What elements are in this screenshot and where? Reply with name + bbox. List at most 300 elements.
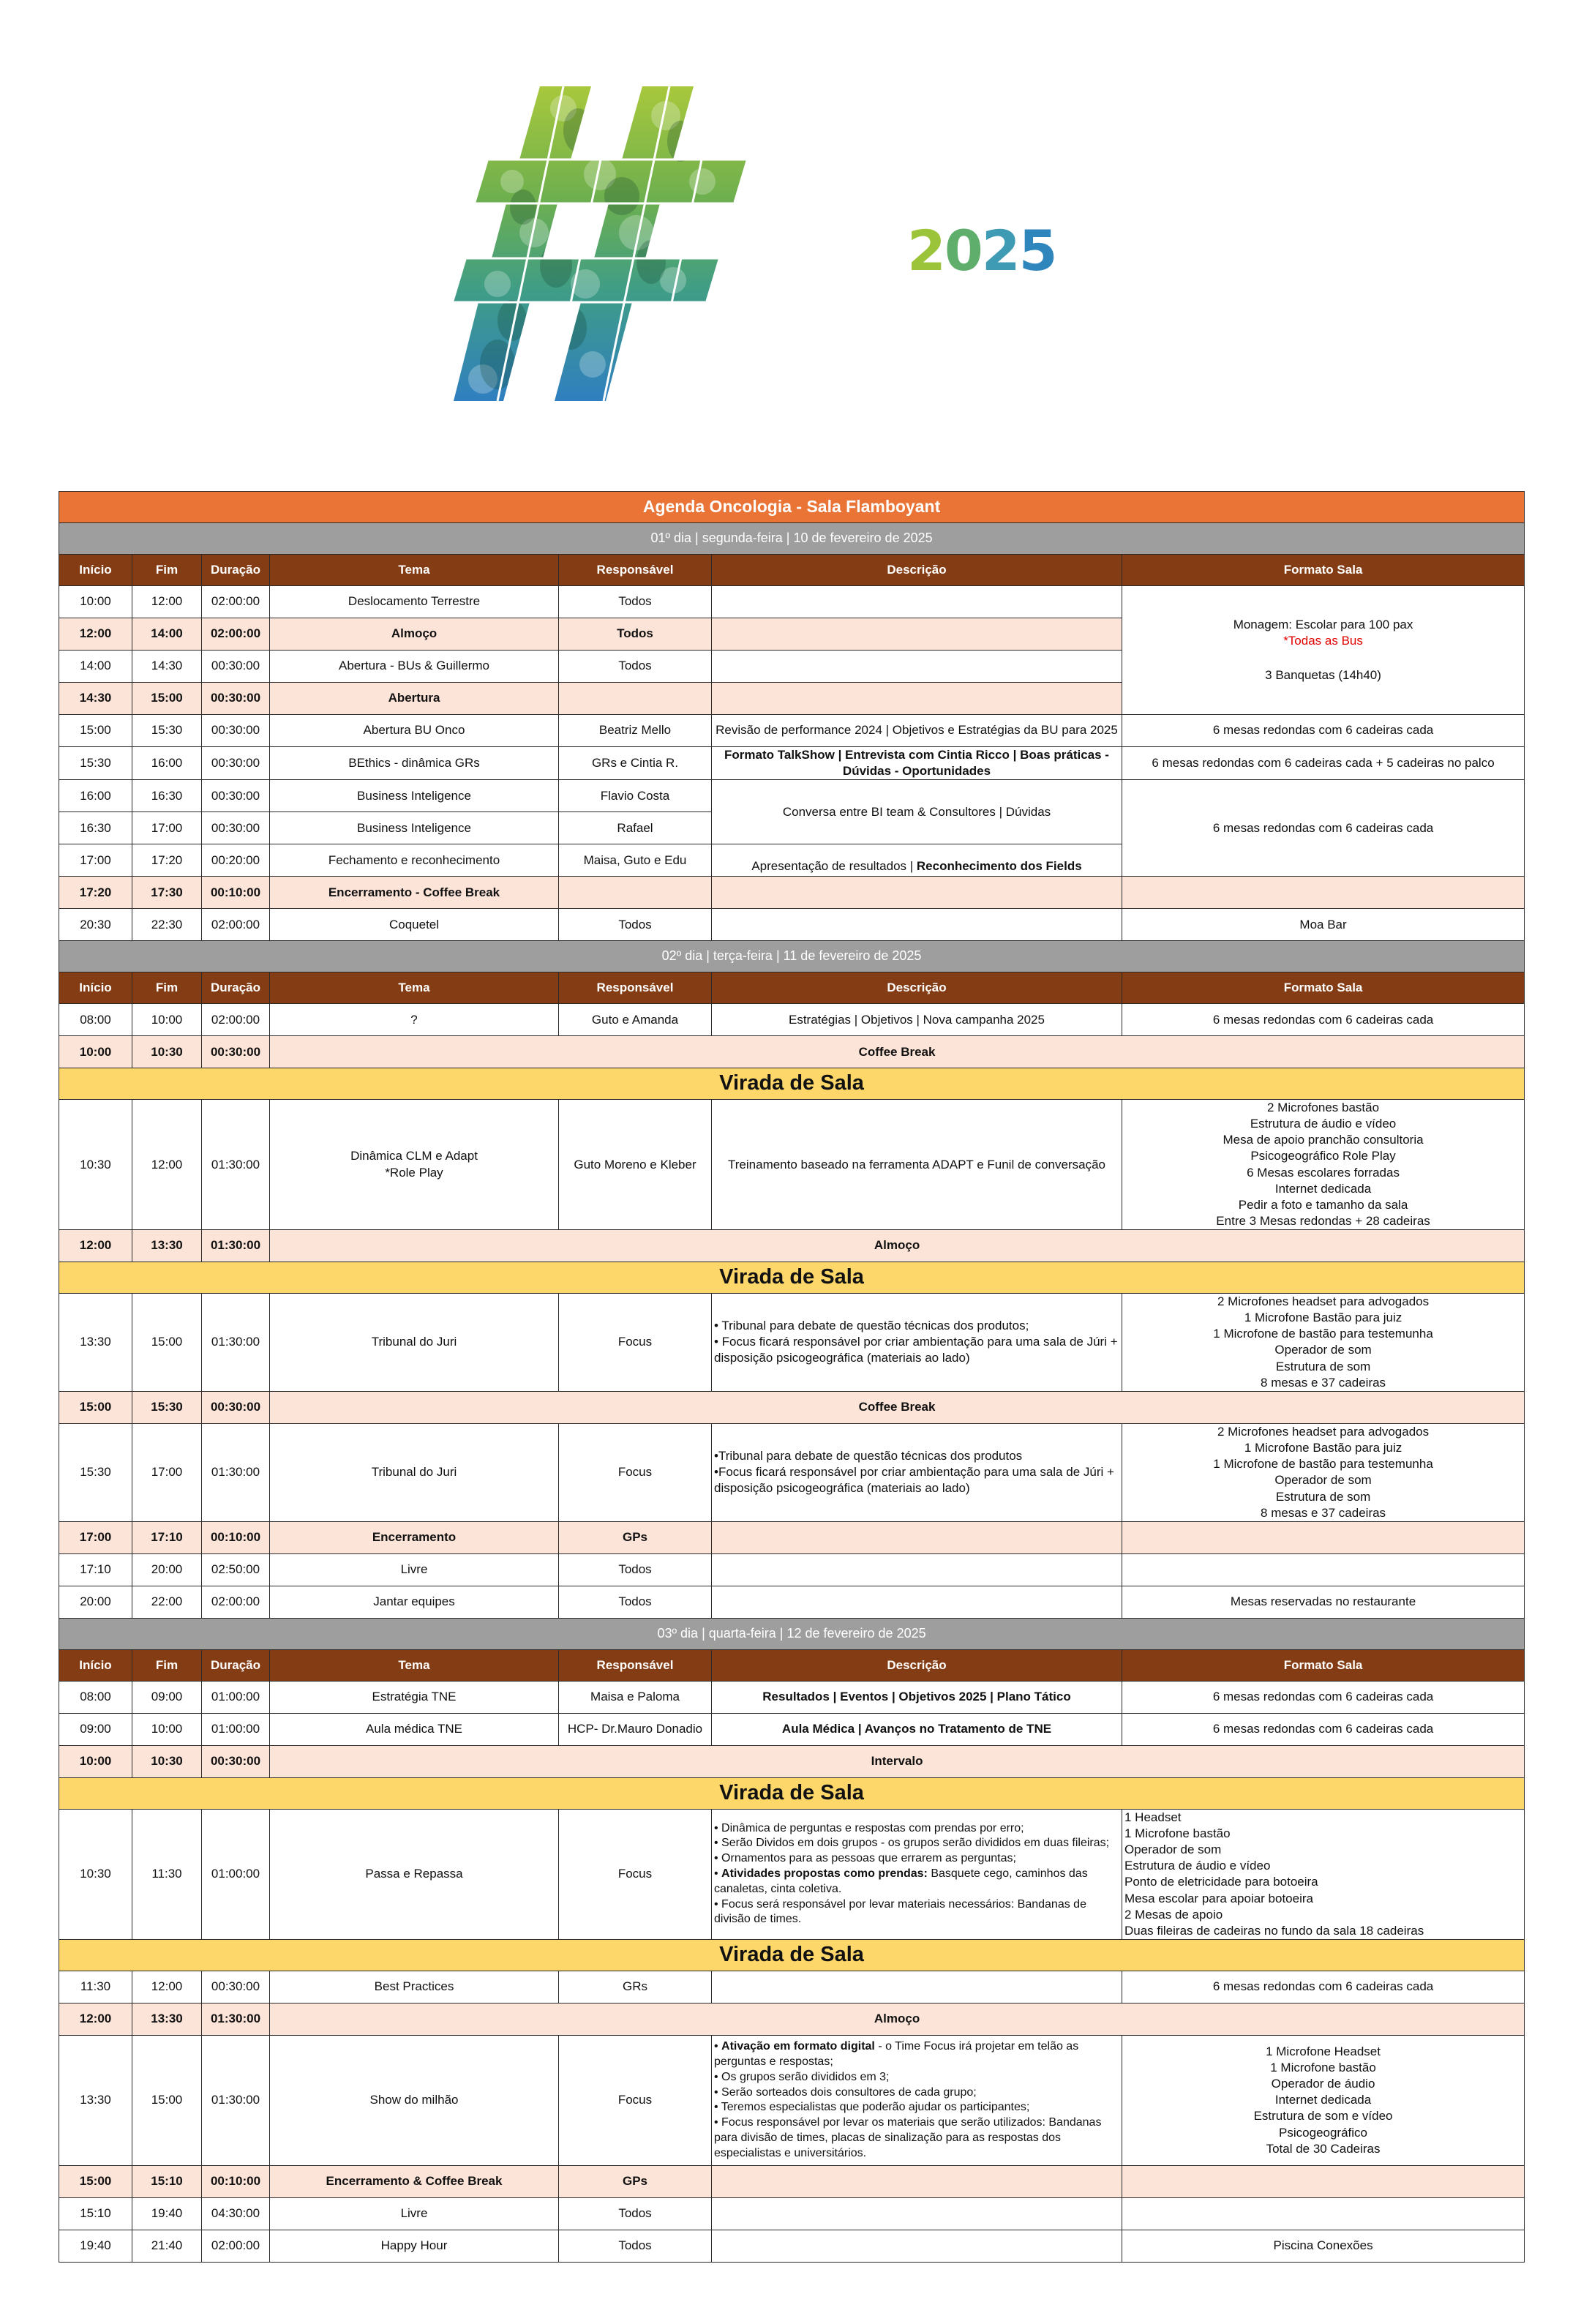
cell-inicio: 09:00 [59, 1713, 132, 1745]
cell-fim: 10:30 [132, 1745, 202, 1777]
formato-line: 1 Microfone bastão [1124, 1826, 1231, 1841]
col-header: Tema [270, 972, 559, 1004]
cell-formato: 6 mesas redondas com 6 cadeiras cada [1122, 1004, 1525, 1036]
col-header: Descrição [712, 1649, 1122, 1681]
cell-responsavel: Maisa, Guto e Edu [559, 844, 712, 877]
table-row [59, 1553, 1525, 1586]
cell-duracao: 01:00:00 [202, 1713, 270, 1745]
cell-responsavel [559, 877, 712, 909]
cell-duracao: 00:30:00 [202, 1745, 270, 1777]
cell-duracao: 00:30:00 [202, 780, 270, 812]
table-row [59, 1521, 1525, 1553]
cell-formato: 6 mesas redondas com 6 cadeiras cada [1122, 1971, 1525, 2003]
formato-line: Duas fileiras de cadeiras no fundo da sala 18 cadeiras [1124, 1923, 1424, 1938]
cell-responsavel: Todos [559, 586, 712, 618]
formato-line: 2 Microfones bastão [1266, 1101, 1380, 1115]
cell-fim: 17:20 [132, 844, 202, 877]
cell-tema: Livre [270, 2197, 559, 2230]
cell-responsavel: Maisa e Paloma [559, 1681, 712, 1713]
formato-line: 1 Headset [1124, 1810, 1182, 1825]
day-label: 01º dia | segunda-feira | 10 de fevereiro de 2025 [59, 523, 1525, 555]
cell-responsavel: GPs [559, 2165, 712, 2197]
formato-line: Entre 3 Mesas redondas + 28 cadeiras [1216, 1213, 1430, 1228]
day-banner [59, 523, 1525, 555]
col-header: Duração [202, 555, 270, 586]
cell-responsavel: Todos [559, 651, 712, 683]
cell-responsavel: Guto Moreno e Kleber [559, 1100, 712, 1230]
formato-note: *Todas as Bus [1283, 634, 1363, 648]
col-header: Fim [132, 972, 202, 1004]
cell-descricao [712, 1423, 1122, 1521]
cell-fim: 15:10 [132, 2165, 202, 2197]
cell-inicio: 08:00 [59, 1004, 132, 1036]
formato-line: 8 mesas e 37 cadeiras [1261, 1505, 1386, 1520]
cell-duracao: 02:00:00 [202, 1586, 270, 1618]
cell-inicio: 15:10 [59, 2197, 132, 2230]
desc-line: • Teremos especialistas que poderão ajudar os participantes; [714, 2101, 1030, 2114]
table-row [59, 1004, 1525, 1036]
cell-inicio: 13:30 [59, 2035, 132, 2165]
cell-duracao: 04:30:00 [202, 2197, 270, 2230]
year-digit: 0 [944, 218, 982, 283]
cell-break: Almoço [270, 2003, 1525, 2035]
cell-fim: 16:00 [132, 747, 202, 780]
formato-line: 1 Microfone bastão [1270, 2061, 1376, 2075]
cell-responsavel: Focus [559, 1423, 712, 1521]
cell-tema: Happy Hour [270, 2230, 559, 2262]
cell-tema: Jantar equipes [270, 1586, 559, 1618]
table-row [59, 877, 1525, 909]
desc-line [714, 1867, 1119, 1897]
cell-inicio: 16:00 [59, 780, 132, 812]
cell-inicio: 15:30 [59, 747, 132, 780]
cell-tema: Estratégia TNE [270, 1681, 559, 1713]
desc-bold: Atividades propostas como prendas: [721, 1867, 928, 1881]
cell-tema: ? [270, 1004, 559, 1036]
table-row [59, 1713, 1525, 1745]
cell-formato [1122, 1809, 1525, 1939]
cell-fim: 16:30 [132, 780, 202, 812]
cell-fim: 09:00 [132, 1681, 202, 1713]
cell-formato: 6 mesas redondas com 6 cadeiras cada [1122, 1713, 1525, 1745]
cell-inicio: 10:00 [59, 1036, 132, 1068]
col-header: Início [59, 1649, 132, 1681]
cell-descricao [712, 1553, 1122, 1586]
formato-line: Operador de áudio [1271, 2077, 1375, 2091]
cell-fim: 13:30 [132, 1229, 202, 1262]
cell-break: Coffee Break [270, 1391, 1525, 1423]
table-row [59, 1293, 1525, 1391]
col-header: Início [59, 555, 132, 586]
cell-inicio: 11:30 [59, 1971, 132, 2003]
cell-fim: 10:00 [132, 1713, 202, 1745]
cell-fim: 22:00 [132, 1586, 202, 1618]
cell-responsavel [559, 683, 712, 715]
formato-line: Total de 30 Cadeiras [1266, 2141, 1381, 2156]
formato-line: Estrutura de áudio e vídeo [1124, 1859, 1271, 1873]
desc-bold: Reconhecimento dos Fields [916, 859, 1082, 874]
cell-fim: 12:00 [132, 586, 202, 618]
cell-fim: 15:00 [132, 2035, 202, 2165]
cell-descricao [712, 1971, 1122, 2003]
cell-descricao [712, 2035, 1122, 2165]
cell-fim: 17:00 [132, 812, 202, 844]
formato-line: 1 Microfone Bastão para juiz [1244, 1441, 1402, 1455]
desc-text: • [714, 2040, 722, 2053]
cell-inicio: 17:20 [59, 877, 132, 909]
cell-descricao [712, 1586, 1122, 1618]
hashtag-puzzle-logo [454, 86, 746, 401]
cell-duracao: 00:30:00 [202, 651, 270, 683]
cell-fim: 20:00 [132, 1553, 202, 1586]
cell-duracao: 02:00:00 [202, 586, 270, 618]
desc-line: • Focus responsável por levar os materiais que serão utilizados: Bandanas para divisão de times, placas de sinalização para as respostas dos especialistas e universitários. [714, 2116, 1102, 2159]
year-digit: 2 [907, 218, 945, 283]
formato-line: Operador de som [1274, 1343, 1372, 1357]
formato-line: 1 Microfone Bastão para juiz [1244, 1311, 1402, 1325]
cell-fim: 13:30 [132, 2003, 202, 2035]
desc-line: •Focus ficará responsável por criar ambientação para uma sala de Júri + disposição psicogeográfica (materiais ao lado) [714, 1465, 1114, 1496]
cell-formato: Mesas reservadas no restaurante [1122, 1586, 1525, 1618]
cell-responsavel: GRs e Cintia R. [559, 747, 712, 780]
formato-line: Internet dedicada [1274, 1181, 1372, 1196]
table-row [59, 1971, 1525, 2003]
cell-formato [1122, 1293, 1525, 1391]
cell-break: Almoço [270, 1229, 1525, 1262]
table-row [59, 2230, 1525, 2262]
formato-line: Monagem: Escolar para 100 pax [1233, 618, 1413, 632]
cell-fim: 14:00 [132, 618, 202, 651]
formato-line: Mesa escolar para apoiar botoeira [1124, 1891, 1313, 1905]
cell-descricao [712, 1809, 1122, 1939]
cell-formato [1122, 1521, 1525, 1553]
cell-formato [1122, 1553, 1525, 1586]
cell-descricao [712, 2230, 1122, 2262]
cell-responsavel: Todos [559, 2230, 712, 2262]
cell-inicio: 17:00 [59, 1521, 132, 1553]
cell-duracao: 02:00:00 [202, 618, 270, 651]
cell-formato: 6 mesas redondas com 6 cadeiras cada [1122, 715, 1525, 747]
cell-inicio: 15:00 [59, 715, 132, 747]
cell-inicio: 10:30 [59, 1100, 132, 1230]
cell-duracao: 00:30:00 [202, 715, 270, 747]
table-row [59, 1100, 1525, 1230]
formato-line: Mesa de apoio pranchão consultoria [1223, 1133, 1424, 1147]
table-row [59, 586, 1525, 618]
virada-label: Virada de Sala [59, 1262, 1525, 1293]
cell-duracao: 00:30:00 [202, 812, 270, 844]
cell-responsavel: Rafael [559, 812, 712, 844]
cell-responsavel: Todos [559, 1553, 712, 1586]
cell-responsavel: Todos [559, 909, 712, 941]
cell-fim: 15:30 [132, 1391, 202, 1423]
tema-line: *Role Play [385, 1165, 443, 1180]
table-row [59, 1229, 1525, 1262]
day-label: 03º dia | quarta-feira | 12 de fevereiro de 2025 [59, 1618, 1525, 1649]
formato-line: Psicogeográfico [1279, 2125, 1368, 2140]
cell-duracao: 01:30:00 [202, 2035, 270, 2165]
col-header: Tema [270, 1649, 559, 1681]
agenda-title: Agenda Oncologia - Sala Flamboyant [59, 492, 1525, 523]
cell-formato [1122, 2165, 1525, 2197]
cell-inicio: 17:10 [59, 1553, 132, 1586]
cell-descricao [712, 618, 1122, 651]
formato-line: 1 Microfone de bastão para testemunha [1213, 1327, 1433, 1341]
desc-line [714, 2039, 1119, 2070]
cell-responsavel: Beatriz Mello [559, 715, 712, 747]
table-row [59, 780, 1525, 812]
cell-inicio: 20:30 [59, 909, 132, 941]
desc-line: • Serão sorteados dois consultores de cada grupo; [714, 2085, 977, 2099]
desc-line: •Tribunal para debate de questão técnicas dos produtos [714, 1449, 1023, 1463]
cell-fim: 17:30 [132, 877, 202, 909]
formato-line: Estrutura de áudio e vídeo [1250, 1117, 1397, 1131]
formato-line: Estrutura de som [1275, 1359, 1371, 1373]
virada-row [59, 1068, 1525, 1100]
cell-break: Coffee Break [270, 1036, 1525, 1068]
cell-formato [1122, 1423, 1525, 1521]
cell-duracao: 01:00:00 [202, 1809, 270, 1939]
cell-responsavel: Flavio Costa [559, 780, 712, 812]
col-header: Início [59, 972, 132, 1004]
cell-fim: 17:10 [132, 1521, 202, 1553]
cell-inicio: 19:40 [59, 2230, 132, 2262]
formato-line: 2 Microfones headset para advogados [1217, 1425, 1430, 1439]
col-header: Formato Sala [1122, 972, 1525, 1004]
cell-formato: Piscina Conexões [1122, 2230, 1525, 2262]
cell-descricao [712, 2165, 1122, 2197]
table-row [59, 1586, 1525, 1618]
virada-label: Virada de Sala [59, 1777, 1525, 1809]
cell-responsavel: Focus [559, 1809, 712, 1939]
virada-row [59, 1939, 1525, 1971]
cell-tema: BEthics - dinâmica GRs [270, 747, 559, 780]
desc-line: • Os grupos serão divididos em 3; [714, 2070, 890, 2083]
cell-responsavel: Todos [559, 618, 712, 651]
table-row [59, 1036, 1525, 1068]
formato-line: 2 Mesas de apoio [1124, 1907, 1223, 1922]
cell-formato-merged [1122, 586, 1525, 715]
cell-descricao: Formato TalkShow | Entrevista com Cintia Ricco | Boas práticas - Dúvidas - Oportunidades [712, 747, 1122, 780]
cell-duracao: 00:30:00 [202, 1971, 270, 2003]
cell-responsavel: Focus [559, 1293, 712, 1391]
desc-line: • Ornamentos para as pessoas que errarem as perguntas; [714, 1852, 1016, 1865]
cell-duracao: 01:30:00 [202, 1229, 270, 1262]
formato-line: 8 mesas e 37 cadeiras [1261, 1375, 1386, 1390]
cell-tema: Coquetel [270, 909, 559, 941]
formato-line: Pedir a foto e tamanho da sala [1238, 1197, 1408, 1212]
cell-duracao: 00:30:00 [202, 683, 270, 715]
cell-tema: Encerramento - Coffee Break [270, 877, 559, 909]
cell-duracao: 00:30:00 [202, 747, 270, 780]
col-header: Formato Sala [1122, 555, 1525, 586]
column-header-row [59, 972, 1525, 1004]
cell-tema: Passa e Repassa [270, 1809, 559, 1939]
cell-inicio: 15:00 [59, 2165, 132, 2197]
cell-inicio: 20:00 [59, 1586, 132, 1618]
cell-tema: Encerramento [270, 1521, 559, 1553]
cell-duracao: 01:30:00 [202, 1423, 270, 1521]
cell-descricao [712, 877, 1122, 909]
col-header: Fim [132, 1649, 202, 1681]
cell-inicio: 12:00 [59, 618, 132, 651]
cell-duracao: 02:00:00 [202, 909, 270, 941]
cell-fim: 21:40 [132, 2230, 202, 2262]
desc-text: Apresentação de resultados | [751, 859, 917, 874]
cell-duracao: 00:10:00 [202, 2165, 270, 2197]
column-header-row [59, 555, 1525, 586]
agenda-title-row [59, 492, 1525, 523]
cell-tema: Aula médica TNE [270, 1713, 559, 1745]
table-row [59, 1809, 1525, 1939]
cell-responsavel: Focus [559, 2035, 712, 2165]
formato-line: Psicogeográfico Role Play [1250, 1149, 1396, 1163]
cell-fim: 11:30 [132, 1809, 202, 1939]
formato-line: Operador de som [1274, 1473, 1372, 1488]
col-header: Descrição [712, 972, 1122, 1004]
cell-fim: 15:00 [132, 1293, 202, 1391]
cell-tema: Abertura - BUs & Guillermo [270, 651, 559, 683]
cell-inicio: 08:00 [59, 1681, 132, 1713]
cell-inicio: 13:30 [59, 1293, 132, 1391]
cell-tema [270, 1100, 559, 1230]
col-header: Fim [132, 555, 202, 586]
cell-descricao [712, 586, 1122, 618]
col-header: Responsável [559, 1649, 712, 1681]
cell-duracao: 00:20:00 [202, 844, 270, 877]
cell-tema: Tribunal do Juri [270, 1423, 559, 1521]
cell-tema: Fechamento e reconhecimento [270, 844, 559, 877]
cell-inicio: 10:30 [59, 1809, 132, 1939]
cell-inicio: 17:00 [59, 844, 132, 877]
table-row [59, 2197, 1525, 2230]
cell-fim: 10:00 [132, 1004, 202, 1036]
cell-formato [1122, 877, 1525, 909]
cell-break: Intervalo [270, 1745, 1525, 1777]
desc-line: • Serão Dividos em dois grupos - os grupos serão divididos em duas fileiras; [714, 1837, 1110, 1850]
formato-line: 1 Microfone Headset [1266, 2044, 1381, 2059]
col-header: Responsável [559, 972, 712, 1004]
cell-inicio: 14:00 [59, 651, 132, 683]
day-label: 02º dia | terça-feira | 11 de fevereiro de 2025 [59, 941, 1525, 972]
cell-formato [1122, 2035, 1525, 2165]
cell-duracao: 01:30:00 [202, 1100, 270, 1230]
cell-fim: 15:30 [132, 715, 202, 747]
cell-duracao: 02:50:00 [202, 1553, 270, 1586]
table-row [59, 1423, 1525, 1521]
cell-inicio: 12:00 [59, 1229, 132, 1262]
cell-inicio: 12:00 [59, 2003, 132, 2035]
day-banner [59, 941, 1525, 972]
cell-descricao [712, 844, 1122, 877]
formato-line: Estrutura de som e vídeo [1253, 2109, 1393, 2124]
formato-line: 6 Mesas escolares forradas [1247, 1165, 1400, 1180]
desc-text: - o Time Focus irá projetar em telão as perguntas e respostas; [714, 2040, 1079, 2069]
formato-line: Ponto de eletricidade para botoeira [1124, 1875, 1318, 1889]
cell-fim: 10:30 [132, 1036, 202, 1068]
formato-line: 1 Microfone de bastão para testemunha [1213, 1457, 1433, 1472]
table-row [59, 909, 1525, 941]
cell-inicio: 16:30 [59, 812, 132, 844]
cell-fim: 19:40 [132, 2197, 202, 2230]
col-header: Duração [202, 972, 270, 1004]
col-header: Tema [270, 555, 559, 586]
table-row [59, 1681, 1525, 1713]
cell-descricao [712, 683, 1122, 715]
col-header: Responsável [559, 555, 712, 586]
cell-duracao: 01:30:00 [202, 1293, 270, 1391]
table-row [59, 2003, 1525, 2035]
desc-line: • Focus será responsável por levar materiais necessários: Bandanas de divisão de times. [714, 1897, 1086, 1926]
column-header-row [59, 1649, 1525, 1681]
cell-responsavel: Todos [559, 2197, 712, 2230]
cell-descricao [712, 1521, 1122, 1553]
virada-row [59, 1777, 1525, 1809]
cell-duracao: 00:10:00 [202, 877, 270, 909]
year-digit: 2 [981, 218, 1019, 283]
formato-line: Internet dedicada [1274, 2093, 1372, 2107]
cell-duracao: 01:00:00 [202, 1681, 270, 1713]
cell-inicio: 10:00 [59, 1745, 132, 1777]
cell-responsavel: Guto e Amanda [559, 1004, 712, 1036]
cell-fim: 14:30 [132, 651, 202, 683]
cell-tema: Tribunal do Juri [270, 1293, 559, 1391]
tema-line: Dinâmica CLM e Adapt [350, 1149, 478, 1163]
cell-fim: 17:00 [132, 1423, 202, 1521]
cell-fim: 12:00 [132, 1971, 202, 2003]
formato-line: Operador de som [1124, 1843, 1222, 1857]
cell-descricao [712, 1293, 1122, 1391]
table-row [59, 2165, 1525, 2197]
col-header: Formato Sala [1122, 1649, 1525, 1681]
cell-duracao: 00:10:00 [202, 1521, 270, 1553]
cell-descricao: Treinamento baseado na ferramenta ADAPT e Funil de conversação [712, 1100, 1122, 1230]
cell-descricao: Estratégias | Objetivos | Nova campanha 2025 [712, 1004, 1122, 1036]
cell-formato [1122, 2197, 1525, 2230]
desc-line: • Focus ficará responsável por criar ambientação para uma sala de Júri + disposição psicogeográfica (materiais ao lado) [714, 1335, 1118, 1365]
cell-descricao-merged: Conversa entre BI team & Consultores | Dúvidas [712, 780, 1122, 844]
cell-formato [1122, 1100, 1525, 1230]
cell-descricao: Revisão de performance 2024 | Objetivos e Estratégias da BU para 2025 [712, 715, 1122, 747]
table-row [59, 747, 1525, 780]
cell-descricao: Resultados | Eventos | Objetivos 2025 | Plano Tático [712, 1681, 1122, 1713]
cell-fim: 12:00 [132, 1100, 202, 1230]
cell-duracao: 00:30:00 [202, 1036, 270, 1068]
cell-formato: Moa Bar [1122, 909, 1525, 941]
desc-bold: Ativação em formato digital [721, 2040, 875, 2053]
cell-duracao: 02:00:00 [202, 2230, 270, 2262]
desc-line: • Tribunal para debate de questão técnicas dos produtos; [714, 1319, 1029, 1333]
formato-line: 3 Banquetas (14h40) [1265, 667, 1381, 682]
cell-tema: Almoço [270, 618, 559, 651]
cell-inicio: 15:30 [59, 1423, 132, 1521]
cell-tema: Show do milhão [270, 2035, 559, 2165]
virada-label: Virada de Sala [59, 1939, 1525, 1971]
cell-formato: 6 mesas redondas com 6 cadeiras cada [1122, 1681, 1525, 1713]
formato-line: Estrutura de som [1275, 1489, 1371, 1504]
agenda-table [59, 491, 1525, 2263]
cell-tema: Encerramento & Coffee Break [270, 2165, 559, 2197]
cell-descricao: Aula Médica | Avanços no Tratamento de TNE [712, 1713, 1122, 1745]
cell-tema: Abertura [270, 683, 559, 715]
formato-line: 2 Microfones headset para advogados [1217, 1294, 1430, 1309]
desc-line: • Dinâmica de perguntas e respostas com prendas por erro; [714, 1821, 1024, 1834]
virada-row [59, 1262, 1525, 1293]
virada-label: Virada de Sala [59, 1068, 1525, 1100]
table-row [59, 1391, 1525, 1423]
cell-duracao: 00:30:00 [202, 1391, 270, 1423]
col-header: Duração [202, 1649, 270, 1681]
